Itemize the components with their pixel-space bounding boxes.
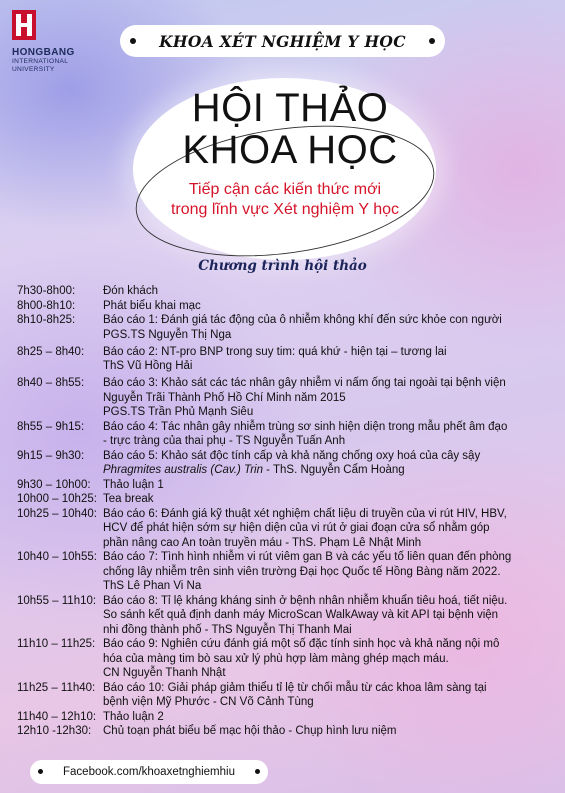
schedule-text: ThS Vũ Hồng Hải xyxy=(103,360,193,372)
schedule-content xyxy=(103,478,557,493)
schedule-content xyxy=(103,594,557,638)
schedule-text: Đón khách xyxy=(103,285,158,297)
event-title-line-2: KHOA HỌC xyxy=(182,128,398,172)
schedule-row xyxy=(17,710,557,725)
schedule-line xyxy=(103,449,557,464)
schedule-line xyxy=(103,328,557,343)
schedule-text: Báo cáo 1: Đánh giá tác động của ô nhiễm không khí đến sức khỏe con người xyxy=(103,314,502,326)
schedule-time: 11h40 – 12h10: xyxy=(17,710,97,723)
schedule-content xyxy=(103,710,557,725)
schedule-text: nhi đồng thành phố - ThS Nguyễn Thị Thanh Mai xyxy=(103,623,352,636)
schedule-text: Chủ toạn phát biểu bế mạc hội thảo - Chụp hình lưu niệm xyxy=(103,725,397,737)
schedule-text: So sánh kết quả định danh máy MicroScan WalkAway và kit API tại bệnh viện xyxy=(103,609,499,621)
schedule-line xyxy=(103,565,557,580)
schedule-line xyxy=(103,359,557,374)
schedule-time: 8h25 – 8h40: xyxy=(17,345,85,358)
event-subtitle-line-2: trong lĩnh vực Xét nghiệm Y học xyxy=(170,201,400,218)
schedule-line xyxy=(103,434,557,449)
schedule-text: Báo cáo 8: Tỉ lệ kháng kháng sinh ở bệnh nhân nhiễm khuẩn tiêu hoá, tiết niệu. xyxy=(103,594,508,607)
schedule-text: - trực tràng của thai phụ - TS Nguyễn Tuấn Anh xyxy=(103,435,346,447)
university-sub-2: UNIVERSITY xyxy=(12,66,55,73)
schedule-line xyxy=(103,405,557,420)
schedule-line xyxy=(103,681,557,696)
schedule-text: bệnh viện Mỹ Phước - CN Võ Cảnh Tùng xyxy=(103,696,314,708)
schedule-text: PGS.TS Trần Phủ Mạnh Siêu xyxy=(103,406,254,418)
schedule-line xyxy=(103,463,557,478)
schedule-line xyxy=(103,536,557,551)
schedule-content xyxy=(103,345,557,374)
schedule-text: hóa của màng tim bò sau xử lý phù hợp làm màng ghép mạch máu. xyxy=(103,652,449,665)
event-title-line-1: HỘI THẢO xyxy=(191,86,389,130)
schedule-text: Tea break xyxy=(103,493,154,505)
schedule-content xyxy=(103,376,557,420)
schedule-text: Báo cáo 6: Đánh giá kỹ thuật xét nghiệm chất liệu di truyền của vi rút HIV, HBV, xyxy=(103,507,507,520)
schedule-text: ThS Lê Phan Vi Na xyxy=(103,580,202,592)
schedule-row xyxy=(17,449,557,478)
schedule-line xyxy=(103,299,557,314)
schedule-line xyxy=(103,652,557,667)
schedule-row xyxy=(17,594,557,638)
schedule-content xyxy=(103,299,557,314)
schedule-time: 9h15 – 9h30: xyxy=(17,449,85,462)
schedule-row xyxy=(17,550,557,594)
schedule-text: Báo cáo 9: Nghiên cứu đánh giá một số đặc tính sinh học và khả năng nội mô xyxy=(103,638,500,650)
schedule-time: 10h25 – 10h40: xyxy=(17,507,97,520)
schedule-line xyxy=(103,420,557,435)
schedule-time: 8h55 – 9h15: xyxy=(17,420,85,433)
schedule-text: HCV để phát hiện sớm sự hiện diện của vi rút ở giai đoạn cửa sổ nhằm góp xyxy=(103,522,490,534)
schedule-text: Báo cáo 10: Giải pháp giảm thiểu tỉ lệ từ chối mẫu từ các khoa lâm sàng tại xyxy=(103,681,487,694)
schedule-time: 12h10 -12h30: xyxy=(17,725,92,737)
schedule-line xyxy=(103,507,557,522)
university-sub-1: INTERNATIONAL xyxy=(12,58,69,65)
schedule-line xyxy=(103,391,557,406)
schedule-row xyxy=(17,478,557,493)
schedule-line xyxy=(103,492,557,507)
schedule-line xyxy=(103,579,557,594)
department-header xyxy=(120,25,445,57)
schedule-text: CN Nguyễn Thanh Nhật xyxy=(103,667,226,679)
schedule-row xyxy=(17,299,557,314)
schedule-line xyxy=(103,637,557,652)
event-subtitle-line-1: Tiếp cận các kiến thức mới xyxy=(188,181,382,198)
schedule-text: Báo cáo 5: Khảo sát độc tính cấp và khả năng chống oxy hoá của cây sậy xyxy=(103,449,481,462)
schedule-line xyxy=(103,710,557,725)
schedule-row xyxy=(17,420,557,449)
university-logo xyxy=(12,10,74,74)
schedule-text: Báo cáo 7: Tình hình nhiễm vi rút viêm gan B và các yếu tố liên quan đến phòng xyxy=(103,551,512,563)
schedule-content xyxy=(103,492,557,507)
facebook-link[interactable] xyxy=(30,760,268,784)
schedule-content xyxy=(103,550,557,594)
facebook-url[interactable]: Facebook.com/khoaxetnghiemhiu xyxy=(63,766,235,778)
schedule-line xyxy=(103,608,557,623)
schedule-text: Thảo luận 2 xyxy=(103,710,164,723)
schedule-text: Phát biểu khai mạc xyxy=(103,299,201,312)
schedule-line xyxy=(103,623,557,638)
program-title: Chương trình hội thảo xyxy=(198,258,367,274)
schedule-text: PGS.TS Nguyễn Thị Nga xyxy=(103,328,232,341)
schedule xyxy=(17,284,557,739)
schedule-line xyxy=(103,313,557,328)
schedule-row xyxy=(17,507,557,551)
schedule-time: 8h10-8h25: xyxy=(17,314,76,326)
schedule-row xyxy=(17,345,557,374)
schedule-text: Nguyễn Trãi Thành Phố Hồ Chí Minh năm 2015 xyxy=(103,391,346,404)
schedule-content xyxy=(103,637,557,681)
schedule-text: chống lây nhiễm trên sinh viên trường Đại học Quốc tế Hồng Bàng năm 2022. xyxy=(103,565,501,578)
schedule-time: 10h40 – 10h55: xyxy=(17,551,97,563)
schedule-line xyxy=(103,376,557,391)
schedule-row xyxy=(17,492,557,507)
schedule-time: 10h55 – 11h10: xyxy=(17,594,97,607)
schedule-line xyxy=(103,666,557,681)
schedule-text: Phragmites australis (Cav.) Trin xyxy=(103,464,263,476)
schedule-time: 10h00 – 10h25: xyxy=(17,493,97,505)
schedule-text: Thảo luận 1 xyxy=(103,478,164,491)
schedule-row xyxy=(17,724,557,739)
schedule-line xyxy=(103,478,557,493)
schedule-time: 8h40 – 8h55: xyxy=(17,377,85,389)
schedule-row xyxy=(17,376,557,420)
schedule-text: Báo cáo 4: Tác nhân gây nhiễm trùng sơ sinh hiện diện trong mẫu phết âm đạo xyxy=(103,420,508,433)
department-name: KHOA XÉT NGHIỆM Y HỌC xyxy=(159,31,406,51)
schedule-content xyxy=(103,449,557,478)
schedule-line xyxy=(103,594,557,609)
schedule-line xyxy=(103,521,557,536)
schedule-time: 9h30 – 10h00: xyxy=(17,478,91,491)
schedule-line xyxy=(103,695,557,710)
schedule-time: 11h25 – 11h40: xyxy=(17,681,96,694)
schedule-content xyxy=(103,420,557,449)
schedule-text: phần nâng cao An toàn truyền máu - ThS. Phạm Lê Nhật Minh xyxy=(103,536,422,549)
schedule-row xyxy=(17,681,557,710)
university-name: HONGBANG xyxy=(12,47,75,58)
schedule-content xyxy=(103,724,557,739)
schedule-content xyxy=(103,284,557,299)
hongbang-h-logo-icon xyxy=(12,10,36,40)
schedule-text: Báo cáo 3: Khảo sát các tác nhân gây nhiễm vi nấm ống tai ngoài tại bệnh viện xyxy=(103,377,506,389)
schedule-content xyxy=(103,313,557,342)
schedule-line xyxy=(103,724,557,739)
schedule-line xyxy=(103,345,557,360)
schedule-line xyxy=(103,550,557,565)
schedule-text: Báo cáo 2: NT-pro BNP trong suy tim: quá khứ - hiện tại – tương lai xyxy=(103,345,447,358)
schedule-time: 8h00-8h10: xyxy=(17,299,76,312)
schedule-line xyxy=(103,284,557,299)
schedule-row xyxy=(17,637,557,681)
schedule-content xyxy=(103,507,557,551)
schedule-time: 7h30-8h00: xyxy=(17,285,76,297)
schedule-row xyxy=(17,284,557,299)
schedule-text: - ThS. Nguyễn Cẩm Hoàng xyxy=(262,464,405,476)
schedule-row xyxy=(17,313,557,342)
schedule-content xyxy=(103,681,557,710)
schedule-time: 11h10 – 11h25: xyxy=(17,638,96,650)
